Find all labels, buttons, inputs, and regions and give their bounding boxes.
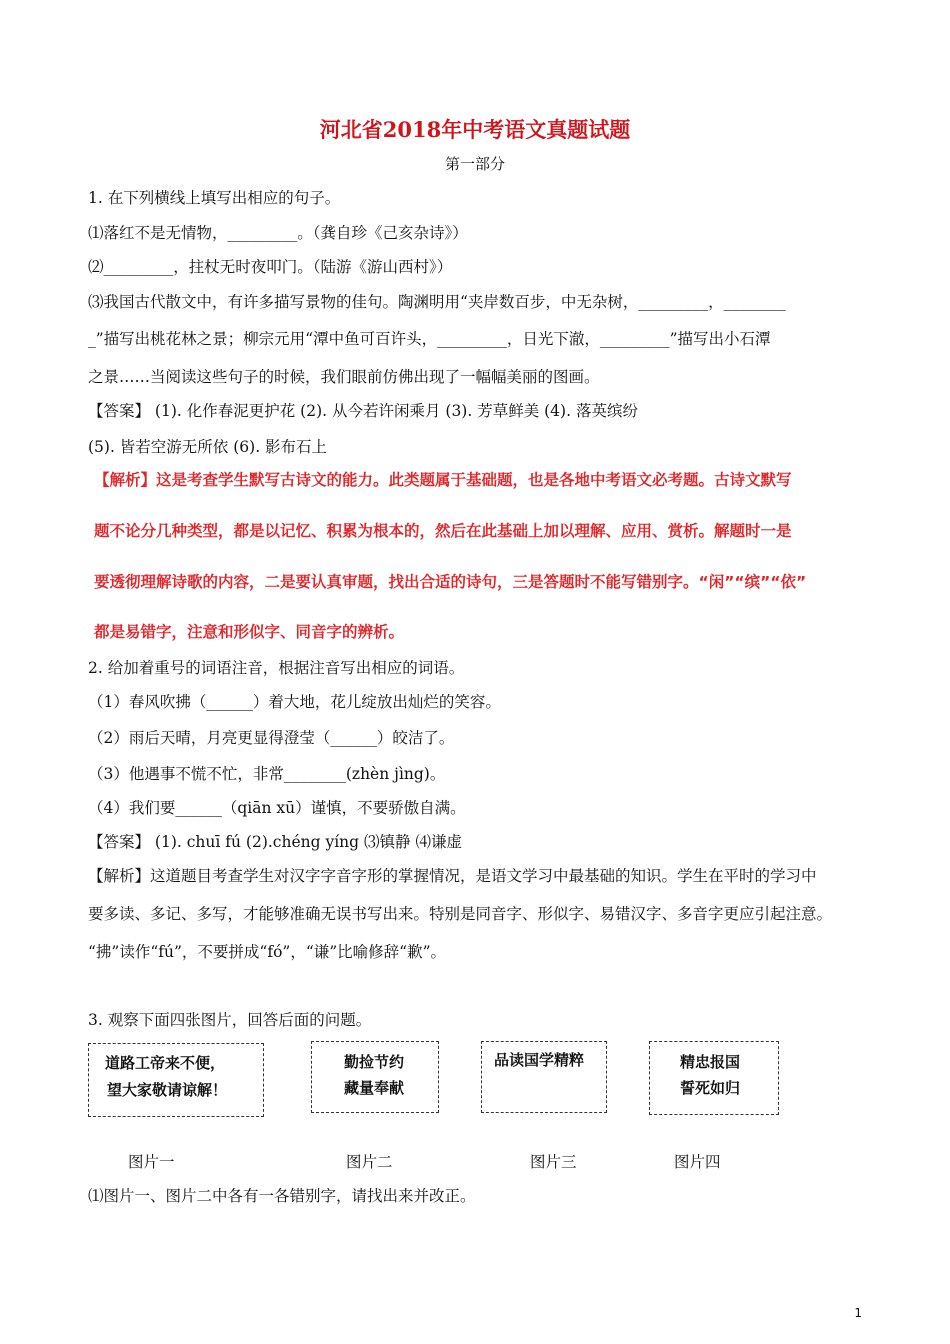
- picture-one-line-2: 望大家敬请谅解！: [107, 1081, 228, 1099]
- q2-line-1: （1）春风吹拂（______）着大地，花儿绽放出灿烂的笑容。: [88, 693, 501, 711]
- picture-one-line-1: 道路工帝来不便，: [105, 1054, 226, 1072]
- caption-picture-three: 图片三: [530, 1153, 577, 1171]
- picture-two-line-2: 藏量奉献: [344, 1079, 405, 1097]
- q1-analysis-4: 都是易错字，注意和形似字、同音字的辨析。: [94, 623, 405, 641]
- picture-one: [88, 1043, 264, 1117]
- caption-picture-one: 图片一: [128, 1153, 175, 1171]
- q1-analysis-1: 【解析】这是考查学生默写古诗文的能力。此类题属于基础题，也是各地中考语文必考题。古诗文默写: [94, 471, 792, 489]
- part-heading: 第一部分: [444, 155, 505, 173]
- page-title: 河北省2018年中考语文真题试题: [319, 117, 631, 142]
- picture-three-line-1: 品读国学精粹: [494, 1051, 585, 1069]
- q1-line-3: ⑶我国古代散文中，有许多描写景物的佳句。陶渊明用“夹岸数百步，中无杂树，_________，________: [88, 293, 786, 311]
- q1-answer: 【答案】 (1). 化作春泥更护花 (2). 从今若许闲乘月 (3). 芳草鲜美 (4). 落英缤纷: [88, 402, 638, 420]
- picture-two: [311, 1041, 439, 1113]
- caption-picture-four: 图片四: [674, 1153, 721, 1171]
- q1-stem: 1. 在下列横线上填写出相应的句子。: [88, 189, 341, 207]
- q2-line-2: （2）雨后天晴，月亮更显得澄莹（______）皎洁了。: [88, 729, 455, 747]
- q1-line-1: ⑴落红不是无情物，_________。（龚自珍《己亥杂诗》）: [88, 224, 468, 242]
- q1-answer-cont: (5). 皆若空游无所依 (6). 影布石上: [88, 438, 328, 456]
- picture-four: [649, 1041, 779, 1115]
- picture-two-line-1: 勤捡节约: [344, 1053, 405, 1071]
- q3-sub-question-1: ⑴图片一、图片二中各有一各错别字，请找出来并改正。: [88, 1187, 476, 1205]
- q2-line-3: （3）他遇事不慌不忙，非常________(zhèn jìng)。: [88, 765, 446, 783]
- q1-analysis-2: 题不论分几种类型，都是以记忆、积累为根本的，然后在此基础上加以理解、应用、赏析。解题时一是: [94, 522, 792, 540]
- q3-stem: 3. 观察下面四张图片，回答后面的问题。: [88, 1011, 372, 1029]
- q1-line-2: ⑵_________，拄杖无时夜叩门。（陆游《游山西村》）: [88, 258, 453, 276]
- picture-three: [481, 1041, 607, 1113]
- caption-picture-two: 图片二: [346, 1153, 393, 1171]
- q2-analysis-3: “拂”读作“fú”，不要拼成“fó”，“谦”比喻修辞“歉”。: [88, 943, 447, 961]
- q1-line-5: 之景……当阅读这些句子的时候，我们眼前仿佛出现了一幅幅美丽的图画。: [88, 368, 600, 386]
- q2-analysis-2: 要多读、多记、多写，才能够准确无误书写出来。特别是同音字、形似字、易错汉字、多音字更应引起注意。: [88, 905, 833, 923]
- q2-stem: 2. 给加着重号的词语注音，根据注音写出相应的词语。: [88, 659, 465, 677]
- picture-four-line-1: 精忠报国: [680, 1053, 741, 1071]
- q2-line-4: （4）我们要______（qiān xū）谨慎，不要骄傲自满。: [88, 799, 466, 817]
- q1-analysis-3: 要透彻理解诗歌的内容，二是要认真审题，找出合适的诗句，三是答题时不能写错别字。“闲”“缤”“依”: [94, 573, 807, 591]
- page-number: 1: [854, 1306, 862, 1320]
- q2-analysis-1: 【解析】这道题目考查学生对汉字字音字形的掌握情况，是语文学习中最基础的知识。学生在平时的学习中: [88, 867, 817, 885]
- picture-four-line-2: 誓死如归: [680, 1079, 741, 1097]
- q2-answer: 【答案】 (1). chuī fú (2).chéng yíng ⑶镇静 ⑷谦虚: [88, 833, 462, 851]
- q1-line-4: _”描写出桃花林之景；柳宗元用“潭中鱼可百许头，_________，日光下澈，_________”描写出小石潭: [88, 330, 771, 348]
